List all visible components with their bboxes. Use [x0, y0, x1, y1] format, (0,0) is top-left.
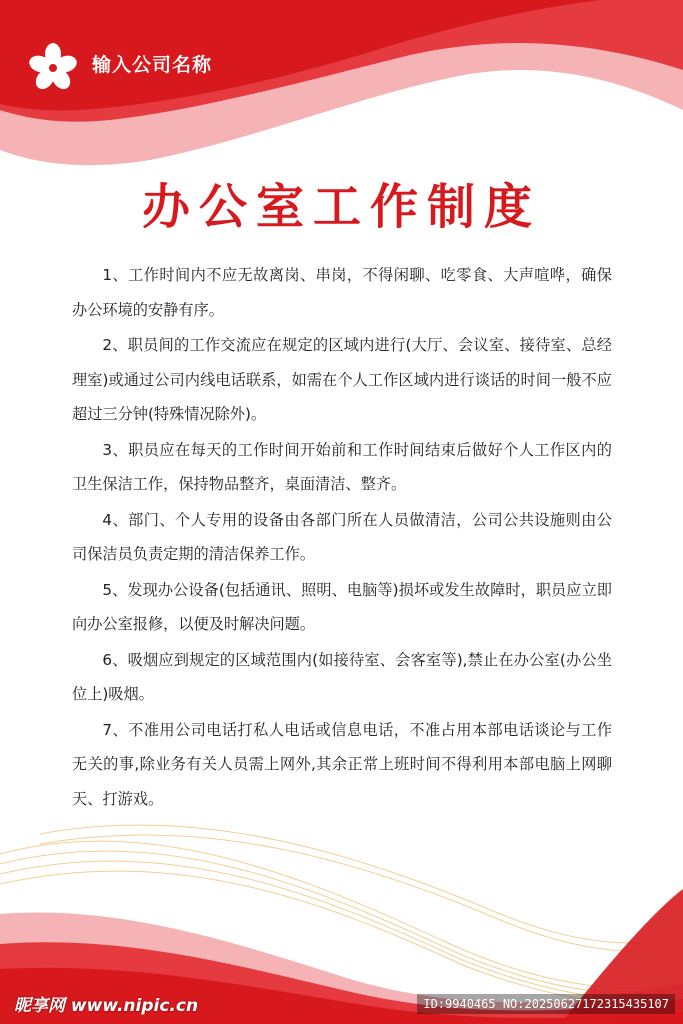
company-name: 输入公司名称 — [92, 54, 213, 76]
rule-item: 2、职员间的工作交流应在规定的区域内进行(大厅、会议室、接待室、总经理室)或通过公司内线电话联系，如需在个人工作区域内进行谈话的时间一般不应超过三分钟(特殊情况除外)。 — [72, 336, 612, 423]
rule-item: 5、发现办公设备(包括通讯、照明、电脑等)损坏或发生故障时，职员应立即向办公室报修，以便及时解决问题。 — [72, 580, 612, 633]
rule-item: 3、职员应在每天的工作时间开始前和工作时间结束后做好个人工作区内的卫生保洁工作，保持物品整齐，桌面清洁、整齐。 — [72, 440, 612, 493]
rule-item: 4、部门、个人专用的设备由各部门所在人员做清洁，公司公共设施则由公司保洁员负责定期的清洁保养工作。 — [72, 510, 612, 563]
rule-item: 6、吸烟应到规定的区域范围内(如接待室、会客室等),禁止在办公室(办公坐位上)吸烟。 — [72, 650, 612, 703]
rule-item: 7、不准用公司电话打私人电话或信息电话，不准占用本部电话谈论与工作无关的事,除业务有关人员需上网外,其余正常上班时间不得利用本部电脑上网聊天、打游戏。 — [72, 720, 612, 808]
footer-wave-background — [0, 794, 683, 1024]
clover-flower-icon — [28, 42, 78, 92]
rule-item: 1、工作时间内不应无故离岗、串岗，不得闲聊、吃零食、大声喧哗，确保办公环境的安静有序。 — [72, 266, 612, 319]
rules-list — [72, 258, 612, 817]
watermark-text: 昵享网 www.nipic.cn — [14, 996, 199, 1016]
page-title: 办公室工作制度 — [141, 179, 541, 235]
image-id-label: ID:9940465 NO:20250627172315435107 — [417, 994, 675, 1014]
